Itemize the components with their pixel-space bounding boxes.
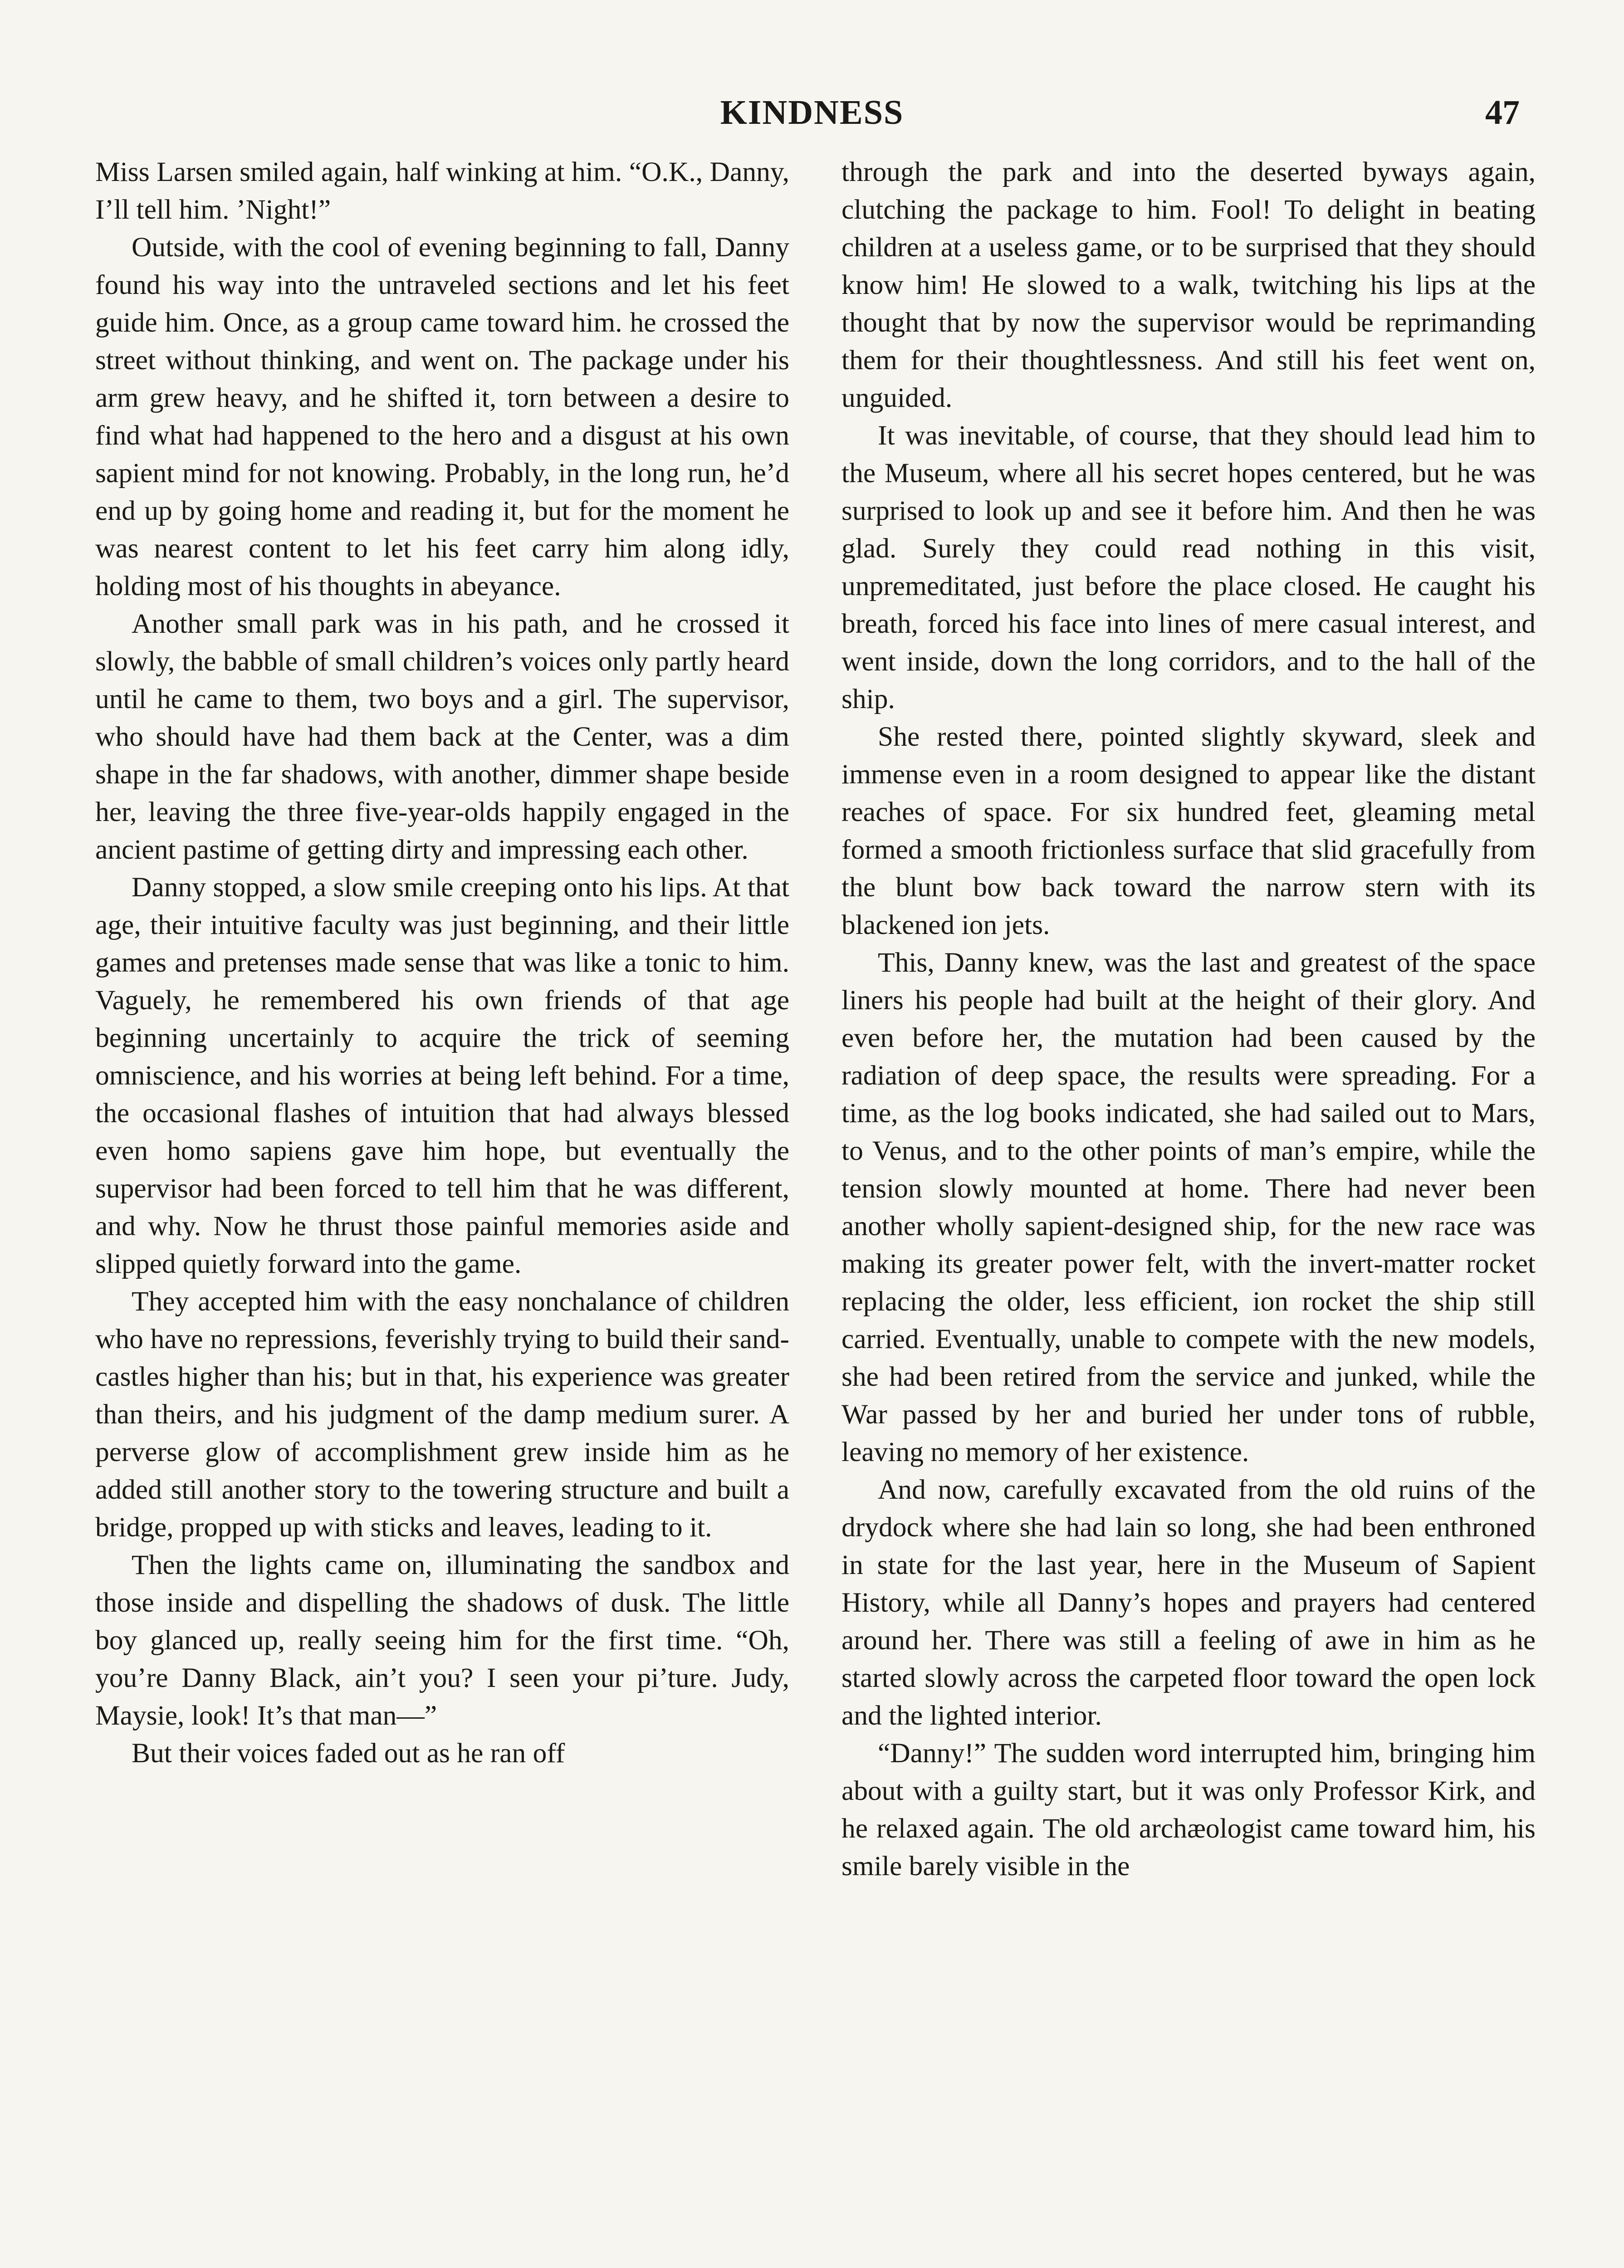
paragraph: Another small park was in his path, and he crossed it slowly, the babble of small children’s voices only partly heard until he came to them, two boys and a girl. The supervisor, who should have had them back at the Center, was a dim shape in the far shadows, with another, dimmer shape beside her, leaving the three five-year-olds happily engaged in the ancient pastime of getting dirty and impressing each other. — [95, 608, 789, 865]
paragraph: through the park and into the deserted byways again, clutching the package to him. Fool! To delight in beating children at a useless game, or to be surprised that they should know him! He slowed to a walk, twitching his lips at the thought that by now the supervisor would be reprimanding them for their thoughtlessness. And still his feet went on, unguided. — [841, 156, 1536, 413]
left-column — [95, 153, 789, 1772]
paragraph: And now, carefully excavated from the old ruins of the drydock where she had lain so long, she had been enthroned in state for the last year, here in the Museum of Sapient History, while all Danny’s hopes and prayers had centered around her. There was still a feeling of awe in him as he started slowly across the carpeted floor toward the open lock and the lighted interior. — [841, 1474, 1536, 1731]
running-title: KINDNESS — [720, 93, 904, 132]
paragraph: Then the lights came on, illuminating the sandbox and those inside and dispelling the shadows of dusk. The little boy glanced up, really seeing him for the first time. “Oh, you’re Danny Black, ain’t you? I seen your pi’ture. Judy, Maysie, look! It’s that man—” — [95, 1549, 789, 1731]
paragraph: She rested there, pointed slightly skyward, sleek and immense even in a room designed to appear like the distant reaches of space. For six hundred feet, gleaming metal formed a smooth frictionless surface that slid gracefully from the blunt bow back toward the narrow stern with its blackened ion jets. — [841, 721, 1536, 940]
page-number: 47 — [1485, 93, 1520, 132]
paragraph: But their voices faded out as he ran off — [132, 1738, 565, 1769]
paragraph: Danny stopped, a slow smile creeping onto his lips. At that age, their intuitive faculty was just beginning, and their little games and pretenses made sense that was like a tonic to him. Vaguely, he remembered his own friends of that age beginning uncertainly to acquire the trick of seeming omniscience, and his worries at being left behind. For a time, the occasional flashes of intuition that had always blessed even homo sapiens gave him hope, but eventually the supervisor had been forced to tell him that he was different, and why. Now he thrust those painful memories aside and slipped quietly forward into the game. — [95, 872, 789, 1279]
paragraph: Outside, with the cool of evening beginning to fall, Danny found his way into the untraveled sections and let his feet guide him. Once, as a group came toward him. he crossed the street without thinking, and went on. The package under his arm grew heavy, and he shifted it, torn between a desire to find what had happened to the hero and a disgust at his own sapient mind for not knowing. Probably, in the long run, he’d end up by going home and reading it, but for the moment he was nearest content to let his feet carry him along idly, holding most of his thoughts in abeyance. — [95, 232, 789, 601]
paragraph: It was inevitable, of course, that they should lead him to the Museum, where all his secret hopes centered, but he was surprised to look up and see it before him. And then he was glad. Surely they could read nothing in this visit, unpremeditated, just before the place closed. He caught his breath, forced his face into lines of mere casual interest, and went inside, down the long corridors, and to the hall of the ship. — [841, 420, 1536, 714]
paragraph: Miss Larsen smiled again, half winking at him. “O.K., Danny, I’ll tell him. ’Night!” — [95, 156, 789, 225]
paragraph: This, Danny knew, was the last and greatest of the space liners his people had built at the height of their glory. And even before her, the mutation had been caused by the radiation of deep space, the results were spreading. For a time, as the log books indicated, she had sailed out to Mars, to Venus, and to the other points of man’s empire, while the tension slowly mounted at home. There had never been another wholly sapient-designed ship, for the new race was making its greater power felt, with the invert-matter rocket replacing the older, less efficient, ion rocket the ship still carried. Eventually, unable to compete with the new models, she had been retired from the service and junked, while the War passed by her and buried her under tons of rubble, leaving no memory of her existence. — [841, 947, 1536, 1467]
page-header — [0, 93, 1624, 143]
paragraph: “Danny!” The sudden word interrupted him, bringing him about with a guilty start, but it was only Professor Kirk, and he relaxed again. The old archæologist came toward him, his smile barely visible in the — [841, 1738, 1536, 1882]
paragraph: They accepted him with the easy nonchalance of children who have no repressions, feverishly trying to build their sand-castles higher than his; but in that, his experience was greater than theirs, and his judgment of the damp medium surer. A perverse glow of accomplishment grew inside him as he added still another story to the towering structure and built a bridge, propped up with sticks and leaves, leading to it. — [95, 1286, 789, 1543]
right-column — [841, 153, 1536, 1885]
